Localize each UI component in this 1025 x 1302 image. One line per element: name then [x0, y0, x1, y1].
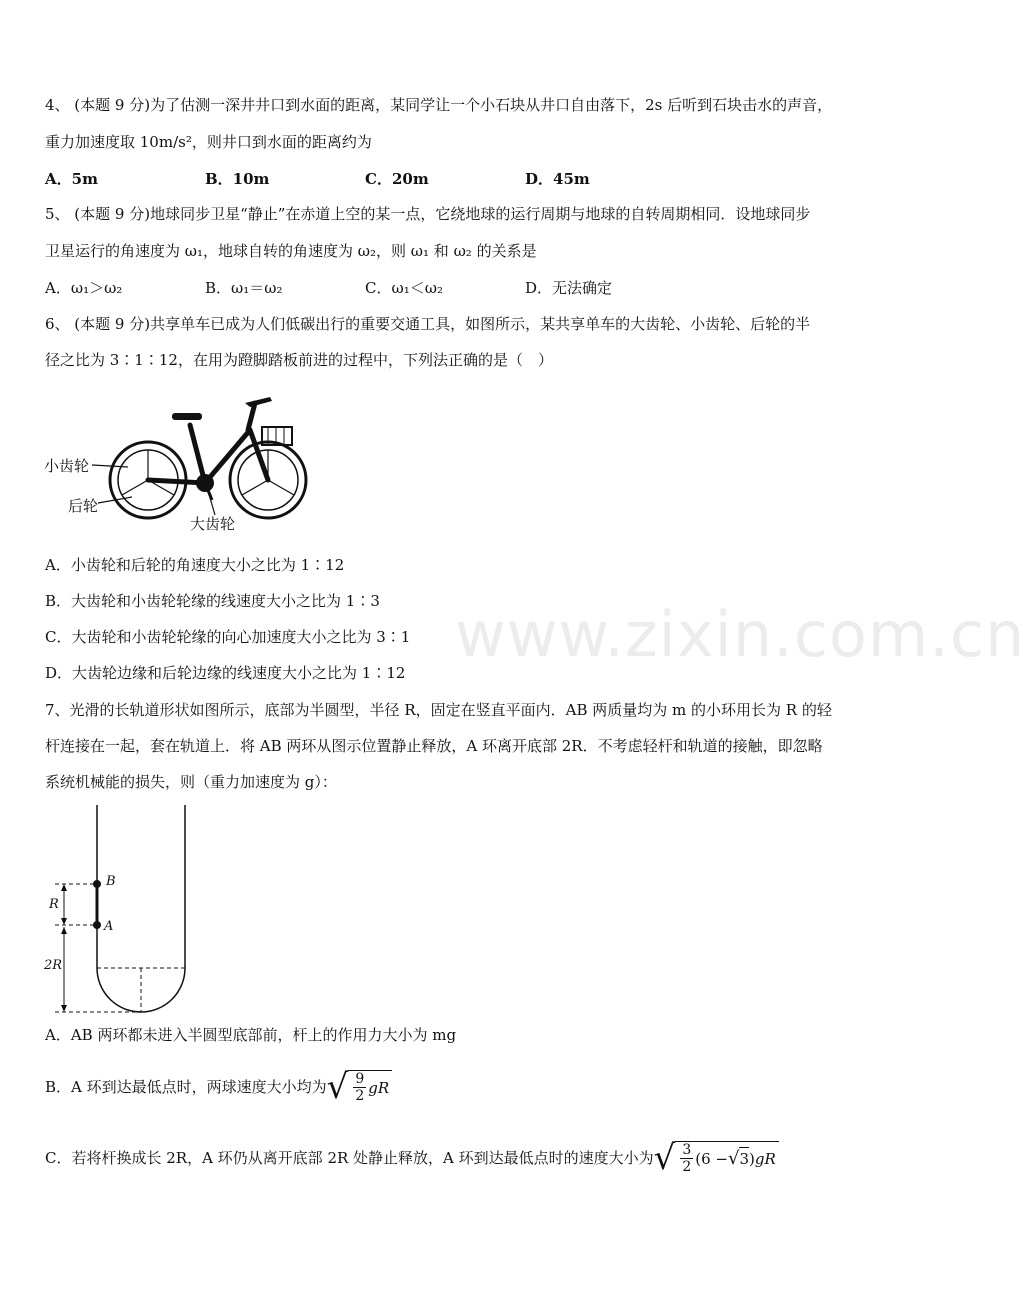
q6-option-c: C．大齿轮和小齿轮轮缘的向心加速度大小之比为 3∶1 — [45, 628, 411, 646]
q7-option-c-formula — [653, 1138, 779, 1178]
inner-sqrt-value: 3 — [739, 1147, 749, 1170]
track-drawing — [40, 800, 200, 1020]
frac-numerator: 3 — [682, 1142, 692, 1158]
q7-option-c-text: C．若将杆换成长 2R，A 环仍从离开底部 2R 处静止释放，A 环到达最低点时的速度大小为 — [45, 1149, 654, 1167]
q7-stem-line3: 系统机械能的损失，则（重力加速度为 g）： — [45, 773, 337, 791]
bicycle-figure — [40, 385, 320, 535]
inner-sqrt-sign: √ — [728, 1147, 740, 1169]
q7-option-a: A．AB 两环都未进入半圆型底部前，杆上的作用力大小为 mg — [45, 1026, 457, 1044]
q5-options — [45, 277, 885, 299]
q6-option-b: B．大齿轮和小齿轮轮缘的线速度大小之比为 1∶3 — [45, 592, 380, 610]
formula-inner: (6 − — [695, 1149, 728, 1168]
q4-option-d: D．45m — [525, 170, 590, 188]
q7-option-b — [45, 1067, 885, 1107]
q7-stem-line2: 杆连接在一起，套在轨道上．将 AB 两环从图示位置静止释放，A 环离开底部 2R．不考虑轻杆和轨道的接触，即忽略 — [45, 737, 823, 755]
label-big-gear: 大齿轮 — [190, 515, 236, 533]
sqrt-sign: √ — [326, 1067, 349, 1107]
q7-option-b-formula — [326, 1067, 393, 1107]
formula-tail: gR — [368, 1078, 390, 1097]
q4-stem-line2: 重力加速度取 10m/s²，则井口到水面的距离约为 — [45, 133, 372, 151]
q4-option-a: A．5m — [45, 170, 98, 188]
frac-numerator: 9 — [355, 1071, 365, 1087]
q6-stem-line2: 径之比为 3∶1∶12，在用为蹬脚踏板前进的过程中，下列法正确的是（ ） — [45, 351, 553, 369]
q4-options — [45, 168, 885, 190]
q5-option-d: D．无法确定 — [525, 279, 613, 297]
watermark: www.zixin.com.cn — [455, 598, 1025, 671]
sqrt-sign: √ — [653, 1138, 676, 1178]
q4-option-b: B．10m — [205, 170, 270, 188]
q5-option-a: A．ω₁＞ω₂ — [45, 279, 123, 297]
q6-stem-line1: 6、 (本题 9 分)共享单车已成为人们低碳出行的重要交通工具，如图所示，某共享单车的大齿轮、小齿轮、后轮的半 — [45, 315, 811, 333]
q7-option-b-text: B．A 环到达最低点时，两球速度大小均为 — [45, 1078, 327, 1096]
label-rear-wheel: 后轮 — [68, 497, 99, 515]
label-ring-b: B — [106, 874, 116, 889]
formula-close: ) — [749, 1149, 755, 1168]
q7-stem-line1: 7、光滑的长轨道形状如图所示，底部为半圆型，半径 R，固定在竖直平面内．AB 两质量均为 m 的小环用长为 R 的轻 — [45, 701, 832, 719]
q4-option-c: C．20m — [365, 170, 429, 188]
frac-denominator: 2 — [682, 1159, 692, 1175]
q5-stem-line2: 卫星运行的角速度为 ω₁，地球自转的角速度为 ω₂，则 ω₁ 和 ω₂ 的关系是 — [45, 242, 537, 260]
formula-tail: gR — [754, 1149, 776, 1168]
q5-stem-line1: 5、 (本题 9 分)地球同步卫星“静止”在赤道上空的某一点，它绕地球的运行周期与地球的自转周期相同．设地球同步 — [45, 205, 811, 223]
label-small-gear: 小齿轮 — [44, 457, 90, 475]
label-ring-a: A — [104, 919, 114, 934]
q6-option-d: D．大齿轮边缘和后轮边缘的线速度大小之比为 1∶12 — [45, 664, 406, 682]
q6-option-a: A．小齿轮和后轮的角速度大小之比为 1∶12 — [45, 556, 345, 574]
label-dim-r: R — [49, 897, 59, 912]
track-figure — [40, 800, 200, 1020]
q7-option-c — [45, 1138, 885, 1178]
q5-option-b: B．ω₁＝ω₂ — [205, 279, 283, 297]
label-dim-2r: 2R — [44, 958, 63, 973]
q5-option-c: C．ω₁＜ω₂ — [365, 279, 443, 297]
q4-stem-line1: 4、 (本题 9 分)为了估测一深井井口到水面的距离，某同学让一个小石块从井口自由落下，2s 后听到石块击水的声音， — [45, 96, 833, 114]
frac-denominator: 2 — [355, 1088, 365, 1104]
